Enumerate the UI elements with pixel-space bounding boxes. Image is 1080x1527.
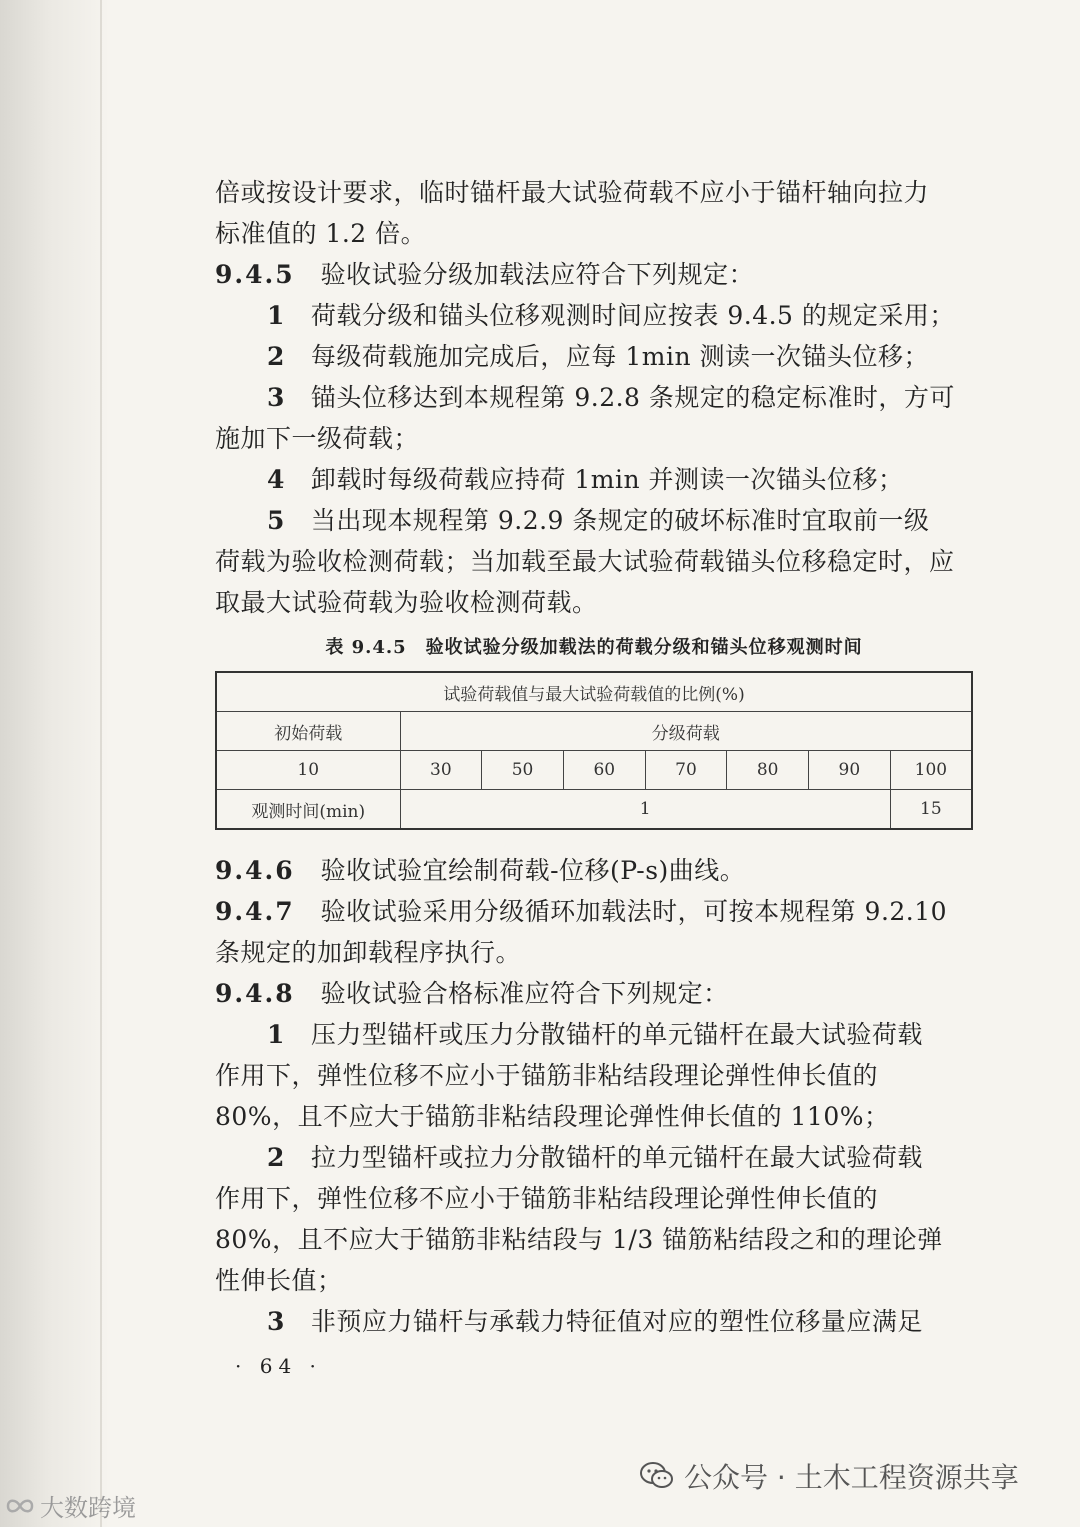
text-line: [215, 418, 973, 459]
watermark-brand-text: 大数跨境: [40, 1494, 136, 1522]
line-text: 锚头位移达到本规程第 9.2.8 条规定的稳定标准时，方可: [310, 383, 955, 412]
table-header: 试验荷载值与最大试验荷载值的比例(%): [216, 672, 972, 712]
line-text: 条规定的加卸载程序执行。: [215, 938, 522, 967]
line-text: 压力型锚杆或压力分散锚杆的单元锚杆在最大试验荷载: [310, 1020, 923, 1049]
text-line: [215, 1178, 973, 1219]
line-text: 施加下一级荷载；: [215, 424, 420, 453]
item-number: 5: [267, 506, 285, 535]
load-values-row: [216, 751, 972, 790]
line-text: 取最大试验荷载为验收检测荷载。: [215, 588, 598, 617]
text-line: [215, 932, 973, 973]
load-grading-table: [215, 671, 973, 830]
graded-load-label: 分级荷载: [400, 712, 972, 751]
item-number: 3: [267, 383, 285, 412]
item-number: 1: [267, 1020, 285, 1049]
text-line: [215, 1096, 973, 1137]
text-line: [215, 459, 973, 500]
text-line: [215, 1301, 973, 1342]
text-line: [215, 850, 973, 891]
text-line: [215, 1260, 973, 1301]
line-text: 当出现本规程第 9.2.9 条规定的破坏标准时宜取前一级: [310, 506, 930, 535]
watermark-brand: [4, 1488, 136, 1523]
text-line: [215, 1014, 973, 1055]
graded-load-value: 70: [645, 751, 727, 790]
line-text: 作用下，弹性位移不应小于锚筋非粘结段理论弹性伸长值的: [215, 1061, 879, 1090]
line-text: 验收试验宜绘制荷载-位移(P-s)曲线。: [320, 856, 746, 885]
line-text: 卸载时每级荷载应持荷 1min 并测读一次锚头位移；: [310, 465, 904, 494]
line-text: 验收试验合格标准应符合下列规定：: [320, 979, 729, 1008]
line-text: 每级荷载施加完成后，应每 1min 测读一次锚头位移；: [310, 342, 930, 371]
text-line: [215, 377, 973, 418]
watermark-wechat: [640, 1456, 1019, 1496]
clause-number: 9.4.7: [215, 897, 295, 926]
item-number: 4: [267, 465, 285, 494]
item-number: 2: [267, 1143, 285, 1172]
line-text: 作用下，弹性位移不应小于锚筋非粘结段理论弹性伸长值的: [215, 1184, 879, 1213]
graded-load-value: 30: [400, 751, 482, 790]
graded-load-value: 100: [890, 751, 972, 790]
table-title: 表 9.4.5 验收试验分级加载法的荷载分级和锚头位移观测时间: [325, 637, 863, 658]
observation-time-label: 观测时间(min): [216, 790, 400, 830]
text-line: [215, 541, 973, 582]
clause-number: 9.4.8: [215, 979, 295, 1008]
text-line: [215, 582, 973, 623]
line-text: 验收试验采用分级循环加载法时，可按本规程第 9.2.10: [320, 897, 948, 926]
line-text: 80%，且不应大于锚筋非粘结段与 1/3 锚筋粘结段之和的理论弹: [215, 1225, 943, 1254]
text-line: [215, 254, 973, 295]
text-block-after-table: [215, 850, 973, 1342]
observation-time-value: 1: [400, 790, 890, 830]
graded-load-value: 60: [563, 751, 645, 790]
graded-load-value: 80: [727, 751, 809, 790]
item-number: 3: [267, 1307, 285, 1336]
line-text: 倍或按设计要求，临时锚杆最大试验荷载不应小于锚杆轴向拉力: [215, 178, 930, 207]
item-number: 1: [267, 301, 285, 330]
text-line: [215, 891, 973, 932]
clause-number: 9.4.6: [215, 856, 295, 885]
page-content: [215, 172, 973, 1342]
book-spine-line: [100, 0, 102, 1527]
text-line: [215, 172, 973, 213]
text-line: [215, 295, 973, 336]
text-line: [215, 1055, 973, 1096]
line-text: 标准值的 1.2 倍。: [215, 219, 427, 248]
line-text: 荷载分级和锚头位移观测时间应按表 9.4.5 的规定采用；: [310, 301, 955, 330]
line-text: 拉力型锚杆或拉力分散锚杆的单元锚杆在最大试验荷载: [310, 1143, 923, 1172]
line-text: 性伸长值；: [215, 1266, 343, 1295]
observation-time-last-value: 15: [890, 790, 972, 830]
initial-load-label: 初始荷载: [216, 712, 400, 751]
graded-load-value: 90: [809, 751, 891, 790]
infinity-logo-icon: [4, 1495, 36, 1517]
wechat-icon: [640, 1461, 674, 1491]
graded-load-value: 50: [482, 751, 564, 790]
text-line: [215, 336, 973, 377]
text-line: [215, 500, 973, 541]
watermark-wechat-text: 公众号 · 土木工程资源共享: [684, 1461, 1019, 1494]
page-number: · 64 ·: [235, 1354, 322, 1378]
clause-number: 9.4.5: [215, 260, 295, 289]
text-block-before-table: [215, 172, 973, 623]
line-text: 80%，且不应大于锚筋非粘结段理论弹性伸长值的 110%；: [215, 1102, 890, 1131]
item-number: 2: [267, 342, 285, 371]
initial-load-value: 10: [216, 751, 400, 790]
book-spine-shadow: [0, 0, 110, 1527]
line-text: 荷载为验收检测荷载；当加载至最大试验荷载锚头位移稳定时，应: [215, 547, 955, 576]
text-line: [215, 1219, 973, 1260]
line-text: 非预应力锚杆与承载力特征值对应的塑性位移量应满足: [310, 1307, 923, 1336]
text-line: [215, 973, 973, 1014]
text-line: [215, 213, 973, 254]
line-text: 验收试验分级加载法应符合下列规定：: [320, 260, 755, 289]
text-line: [215, 1137, 973, 1178]
